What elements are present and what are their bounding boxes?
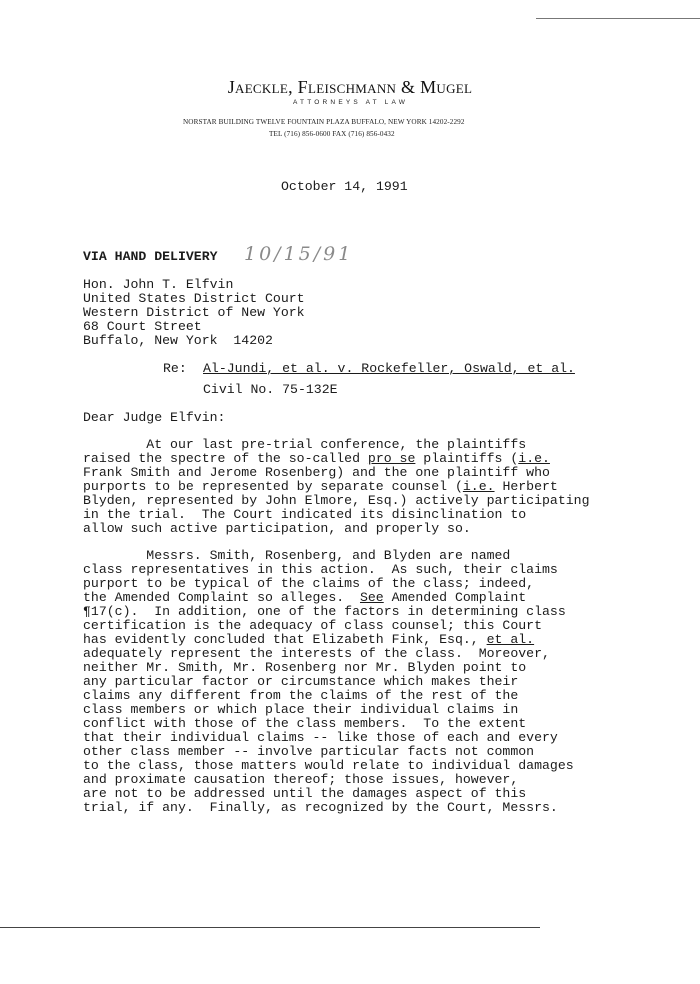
letter-date: October 14, 1991 <box>281 179 408 194</box>
body-line: Blyden, represented by John Elmore, Esq.) actively participating <box>83 493 590 508</box>
delivery-method: VIA HAND DELIVERY <box>83 249 218 264</box>
body-line: Frank Smith and Jerome Rosenberg) and the one plaintiff who <box>83 465 550 480</box>
body-line: that their individual claims -- like those of each and every <box>83 730 558 745</box>
re-label: Re: <box>163 361 187 376</box>
body-line: class members or which place their individual claims in <box>83 702 519 717</box>
recipient-line: Western District of New York <box>83 305 305 320</box>
handwritten-date: 10/15/91 <box>244 243 354 265</box>
body-line: in the trial. The Court indicated its disinclination to <box>83 507 527 522</box>
firm-name: Jaeckle, Fleischmann & Mugel <box>227 77 473 97</box>
recipient-line: Hon. John T. Elfvin <box>83 277 234 292</box>
scan-edge-line-bottom <box>0 927 540 928</box>
body-line: the Amended Complaint so alleges. See Amended Complaint <box>83 590 527 605</box>
body-line: purports to be represented by separate counsel (i.e. Herbert <box>83 479 558 494</box>
body-line: allow such active participation, and properly so. <box>83 521 471 536</box>
body-line: other class member -- involve particular facts not common <box>83 744 535 759</box>
body-line: Messrs. Smith, Rosenberg, and Blyden are named <box>83 548 511 563</box>
body-line: trial, if any. Finally, as recognized by the Court, Messrs. <box>83 800 558 815</box>
body-line: has evidently concluded that Elizabeth Fink, Esq., et al. <box>83 632 535 647</box>
body-line: neither Mr. Smith, Mr. Rosenberg nor Mr. Blyden point to <box>83 660 527 675</box>
body-line: raised the spectre of the so-called pro se plaintiffs (i.e. <box>83 451 550 466</box>
body-line: class representatives in this action. As such, their claims <box>83 562 558 577</box>
body-line: adequately represent the interests of the class. Moreover, <box>83 646 550 661</box>
body-line: are not to be addressed until the damages aspect of this <box>83 786 527 801</box>
recipient-line: 68 Court Street <box>83 319 202 334</box>
re-case-caption: Al-Jundi, et al. v. Rockefeller, Oswald, et al. <box>203 361 575 376</box>
body-line: certification is the adequacy of class counsel; this Court <box>83 618 542 633</box>
body-line: to the class, those matters would relate to individual damages <box>83 758 574 773</box>
body-line: purport to be typical of the claims of the class; indeed, <box>83 576 535 591</box>
salutation: Dear Judge Elfvin: <box>83 410 226 425</box>
body-line: any particular factor or circumstance which makes their <box>83 674 519 689</box>
scan-edge-line-top <box>536 18 700 19</box>
recipient-line: Buffalo, New York 14202 <box>83 333 273 348</box>
body-line: and proximate causation thereof; those issues, however, <box>83 772 519 787</box>
firm-contact: TEL (716) 856-0600 FAX (716) 856-0432 <box>269 130 395 138</box>
body-line: ¶17(c). In addition, one of the factors in determining class <box>83 604 566 619</box>
body-line: At our last pre-trial conference, the plaintiffs <box>83 437 527 452</box>
firm-address: NORSTAR BUILDING TWELVE FOUNTAIN PLAZA BUFFALO, NEW YORK 14202-2292 <box>183 118 465 126</box>
firm-tagline: ATTORNEYS AT LAW <box>293 99 409 106</box>
body-line: conflict with those of the class members. To the extent <box>83 716 527 731</box>
re-civil-number: Civil No. 75-132E <box>203 382 338 397</box>
body-line: claims any different from the claims of the rest of the <box>83 688 519 703</box>
recipient-line: United States District Court <box>83 291 305 306</box>
